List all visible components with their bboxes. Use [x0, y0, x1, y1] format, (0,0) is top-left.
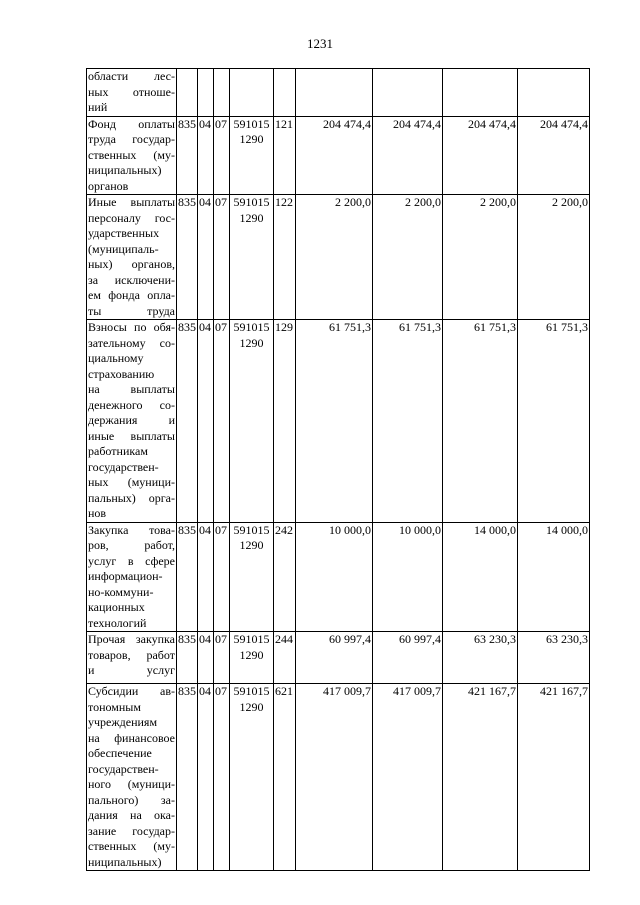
expense-name-cell: области лес- ных отноше- ний: [88, 69, 175, 114]
amount-cell: 61 751,3: [443, 320, 518, 523]
amount-cell: [373, 69, 443, 117]
expense-type-cell: 121: [274, 116, 296, 195]
amount-cell: 60 997,4: [373, 632, 443, 684]
section-code-cell: 04: [198, 116, 214, 195]
amount-cell: 61 751,3: [518, 320, 590, 523]
amount-cell: 60 997,4: [296, 632, 373, 684]
section-code-cell: 04: [198, 632, 214, 684]
expense-type-cell: 122: [274, 195, 296, 320]
amount-cell: 2 200,0: [443, 195, 518, 320]
grbs-code-cell: 835: [177, 684, 198, 871]
table-row: [87, 684, 590, 871]
section-code-cell: 04: [198, 522, 214, 632]
table-row: [87, 522, 590, 632]
table-row: [87, 195, 590, 320]
expense-name-cell: Взносы по обя- зательному со- циальному страхованию на выплаты денежного со- держания и иные выплаты работникам государствен- ных (муници- пальных) орга- нов: [88, 320, 175, 520]
amount-cell: 417 009,7: [373, 684, 443, 871]
expense-type-cell: 621: [274, 684, 296, 871]
table-row: [87, 69, 590, 117]
target-article-cell: 591015 1290: [230, 320, 274, 523]
amount-cell: 2 200,0: [296, 195, 373, 320]
section-code-cell: [198, 69, 214, 117]
target-article-cell: 591015 1290: [230, 632, 274, 684]
grbs-code-cell: 835: [177, 522, 198, 632]
amount-cell: 417 009,7: [296, 684, 373, 871]
target-article-cell: 591015 1290: [230, 684, 274, 871]
amount-cell: 421 167,7: [518, 684, 590, 871]
target-article-cell: 591015 1290: [230, 116, 274, 195]
subsection-code-cell: [214, 69, 230, 117]
amount-cell: [296, 69, 373, 117]
amount-cell: 14 000,0: [443, 522, 518, 632]
amount-cell: 204 474,4: [296, 116, 373, 195]
amount-cell: 61 751,3: [373, 320, 443, 523]
amount-cell: 204 474,4: [373, 116, 443, 195]
expense-type-cell: [274, 69, 296, 117]
amount-cell: 10 000,0: [373, 522, 443, 632]
section-code-cell: 04: [198, 684, 214, 871]
page-number: 1231: [307, 36, 333, 51]
amount-cell: 2 200,0: [518, 195, 590, 320]
amount-cell: 204 474,4: [518, 116, 590, 195]
expense-name-cell: Фонд оплаты труда государ- ственных (му- ниципальных) органов: [88, 116, 175, 193]
subsection-code-cell: 07: [214, 522, 230, 632]
amount-cell: 63 230,3: [443, 632, 518, 684]
table-row: [87, 320, 590, 523]
expense-type-cell: 244: [274, 632, 296, 684]
table-row: [87, 632, 590, 684]
amount-cell: 421 167,7: [443, 684, 518, 871]
subsection-code-cell: 07: [214, 195, 230, 320]
grbs-code-cell: 835: [177, 320, 198, 523]
section-code-cell: 04: [198, 320, 214, 523]
expense-type-cell: 129: [274, 320, 296, 523]
target-article-cell: [230, 69, 274, 117]
amount-cell: 204 474,4: [443, 116, 518, 195]
expense-name-cell: Прочая закупка товаров, работ и услуг: [87, 632, 177, 684]
expense-name-cell: Иные выплаты персоналу гос- ударственных (муниципаль- ных) органов, за исключени- ем фонда опла- ты труда: [88, 195, 175, 318]
amount-cell: 10 000,0: [296, 522, 373, 632]
amount-cell: 61 751,3: [296, 320, 373, 523]
expense-name-cell: Закупка това- ров, работ, услуг в сфере информацион- но-коммуни- кационных технологий: [88, 522, 175, 630]
amount-cell: [443, 69, 518, 117]
amount-cell: 14 000,0: [518, 522, 590, 632]
table-body: [87, 69, 590, 871]
grbs-code-cell: 835: [177, 195, 198, 320]
grbs-code-cell: 835: [177, 116, 198, 195]
target-article-cell: 591015 1290: [230, 522, 274, 632]
target-article-cell: 591015 1290: [230, 195, 274, 320]
subsection-code-cell: 07: [214, 116, 230, 195]
grbs-code-cell: [177, 69, 198, 117]
amount-cell: [518, 69, 590, 117]
amount-cell: 63 230,3: [518, 632, 590, 684]
grbs-code-cell: 835: [177, 632, 198, 684]
subsection-code-cell: 07: [214, 684, 230, 871]
expense-name-cell: Субсидии ав- тономным учреждениям на финансовое обеспечение государствен- ного (муници- пального) за- дания на ока- зание государ- ственных (му- ниципальных): [88, 684, 175, 869]
section-code-cell: 04: [198, 195, 214, 320]
table-row: [87, 116, 590, 195]
subsection-code-cell: 07: [214, 632, 230, 684]
budget-table: [86, 68, 590, 871]
amount-cell: 2 200,0: [373, 195, 443, 320]
expense-type-cell: 242: [274, 522, 296, 632]
subsection-code-cell: 07: [214, 320, 230, 523]
